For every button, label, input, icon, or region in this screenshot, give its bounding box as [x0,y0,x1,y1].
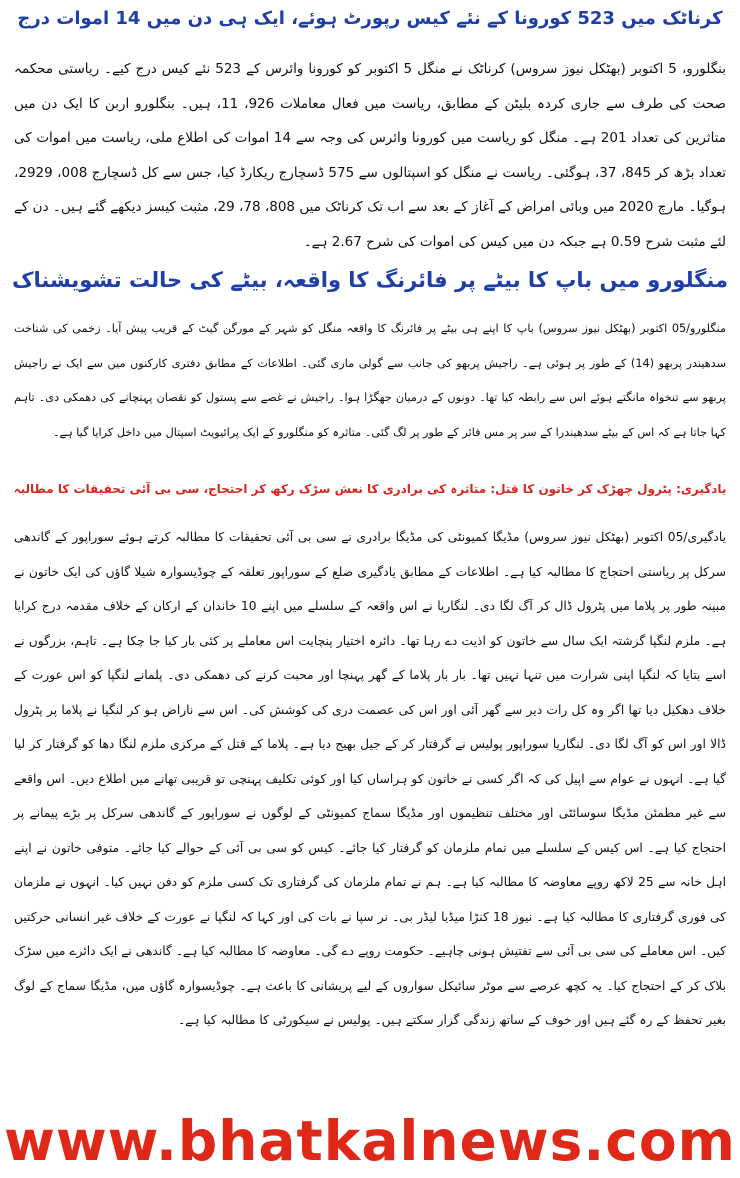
site-url-footer[interactable]: www.bhatkalnews.com [4,1109,736,1173]
article-2-body: منگلورو/05 اکتوبر (بھٹکل نیوز سروس) باپ کا اپنے ہی بیٹے پر فائرنگ کا واقعہ منگل کو شہر کے مورگن گیٹ کے قریب پیش آیا۔ زخمی کی شناخت سدھیندر پربھو (14) کے طور پر ہوئی ہے۔ راجیش پربھو کی جانب سے گولی ماری گئی۔ اطلاعات کے مطابق دفتری کارکنوں میں سے ایک نے راجیش پربھو سے تنخواہ مانگتے ہوئے اس سے رابطہ کیا تھا۔ دونوں کے درمیان جھگڑا ہوا۔ راجیش نے غصے سے پستول کو نقصان پہنچانے کی دھمکی دی۔ تاہم کہا جاتا ہے کہ اس کے بیٹے سدھیندرا کے سر پر مس فائر کے طور پر لگ گئی۔ متاثرہ کو منگلورو کے ایک پرائیویٹ اسپتال میں داخل کرایا گیا ہے۔ [14,322,726,439]
article-1-headline: کرناٹک میں 523 کورونا کے نئے کیس رپورٹ ہوئے، ایک ہی دن میں 14 اموات درج [17,8,723,29]
article-1-body: بنگلورو، 5 اکتوبر (بھٹکل نیوز سروس) کرناٹک نے منگل 5 اکتوبر کو کورونا وائرس کے 523 نئے کیس درج کیے۔ ریاستی محکمہ صحت کی طرف سے جاری کردہ بلیٹن کے مطابق، ریاست میں فعال معاملات 926، 11، ہیں۔ بنگلورو اربن کا ایک دن میں متاثرین کی تعداد 201 ہے۔ منگل کو ریاست میں کورونا وائرس کی وجہ سے 14 اموات کی اطلاع ملی، ریاست میں اموات کی تعداد بڑھ کر 845، 37، ہوگئی۔ ریاست نے منگل کو اسپتالوں سے 575 ڈسچارج ریکارڈ کیا، جس سے کل ڈسچارج 008، 2929، ہوگیا۔ مارچ 2020 میں وبائی امراض کے آغاز کے بعد سے اب تک کرناٹک میں 808، 78، 29، مثبت کیسز دیکھے گئے ہیں۔ دن کے لئے مثبت شرح 0.59 ہے جبکہ دن میں کیس کی اموات کی شرح 2.67 ہے۔ [14,61,727,250]
article-2-headline: منگلورو میں باپ کا بیٹے پر فائرنگ کا واقعہ، بیٹے کی حالت تشویشناک [12,268,728,292]
article-3-body: یادگیری/05 اکتوبر (بھٹکل نیوز سروس) مڈیگا کمیونٹی کی مڈیگا برادری نے سی بی آئی تحقیقات کا مطالبہ کرتے ہوئے سوراپور کے گاندھی سرکل پر ریاستی احتجاج کا مطالبہ کیا ہے۔ اطلاعات کے مطابق یادگیری ضلع کے سوراپور تعلقہ کے چوڈیسوارہ شیلا گاؤں کی ایک خاتون نے مبینہ طور پر پلاما میں پٹرول ڈال کر آگ لگا دی۔ لنگاریا نے اس واقعہ کے سلسلے میں اپنے 10 خاندان کے ارکان کے خلاف مقدمہ درج کرایا ہے۔ ملزم لنگپا گزشتہ ایک سال سے خاتون کو اذیت دے رہا تھا۔ دائرہ اختیار پنچایت اس معاملے پر کئی بار کیا جا چکا ہے۔ تاہم، بزرگوں نے اسے بتایا کہ لنگپا اپنی شرارت میں تنہا نہیں تھا۔ بار بار پلاما کے گھر پہنچا اور محبت کرنے کی دھمکی دی۔ پلمانے لنگپا کو اس عورت کے خلاف دھکیل دیا تھا اگر وہ کل رات دیر سے گھر آئی اور اس کی عصمت دری کی کوشش کی۔ اس سے ناراض ہو کر لنگپا نے پلاما پر پٹرول ڈالا اور اس کو آگ لگا دی۔ لنگاریا سوراپور پولیس نے گرفتار کر کے جیل بھیج دیا ہے۔ پلاما کے قتل کے مرکزی ملزم لنگا دھا کو گرفتار کر لیا گیا ہے۔ انہوں نے عوام سے اپیل کی کہ اگر کسی نے خاتون کو ہراساں کیا اور کوئی تکلیف پہنچی تو قریبی تھانے میں اطلاع دیں۔ اس واقعے سے غیر مطمئن مڈیگا سوسائٹی اور مختلف تنظیموں اور مڈیگا سماج کمیونٹی کے لوگوں نے سوراپور کے گاندھی سرکل پر بڑے پیمانے پر احتجاج کیا ہے۔ اس کیس کے سلسلے میں تمام ملزمان کو گرفتار کیا جائے۔ کیس کو سی بی آئی کے حوالے کیا جائے۔ متوفی خاتون نے اپنے اہل خانہ سے 25 لاکھ روپے معاوضہ کا مطالبہ کیا ہے۔ ہم نے تمام ملزمان کی گرفتاری تک کسی ملزم کو دفن نہیں کیا۔ انہوں نے ملزمان کی فوری گرفتاری کا مطالبہ کیا ہے۔ نیوز 18 کنڑا میڈیا لیڈر بی۔ نر سپا نے بات کی اور کہا کہ لنگپا نے عورت کے خلاف غیر انسانی حرکتیں کیں۔ اس معاملے کی سی بی آئی سے تفتیش ہونی چاہیے۔ حکومت روپے دے گی۔ معاوضہ کا مطالبہ کیا ہے۔ گاندھی نے ایک دائرے میں سڑک بلاک کر کے احتجاج کیا۔ یہ کچھ عرصے سے موٹر سائیکل سواروں کے لیے پریشانی کا باعث ہے۔ چوڈیسوارہ گاؤں میں، مڈیگا سماج کے لوگ بغیر تحفظ کے رہ گئے ہیں اور خوف کے ساتھ زندگی گزار سکتے ہیں۔ پولیس نے سیکورٹی کا مطالبہ کیا ہے۔ [14,530,726,1027]
article-3-headline: یادگیری: پٹرول چھڑک کر خاتون کا قتل: متاثرہ کی برادری کا نعش سڑک رکھ کر احتجاج، سی بی آئی تحقیقات کا مطالبہ [13,482,727,496]
